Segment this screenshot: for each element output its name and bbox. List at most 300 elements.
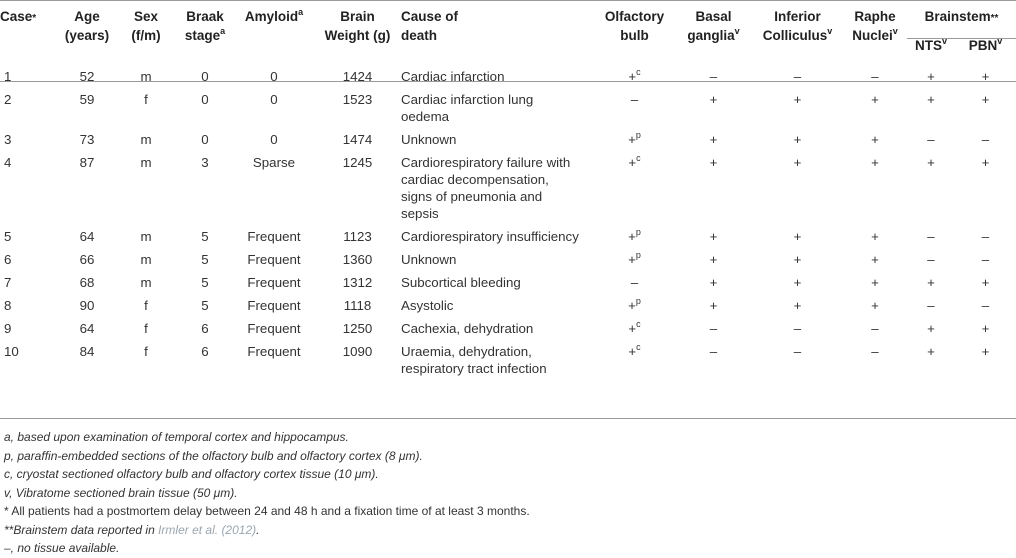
cell-inferior-value: + <box>793 252 802 267</box>
cell-age <box>58 222 116 245</box>
cell-nts <box>907 64 955 85</box>
cell-braak-value: 0 <box>201 92 209 107</box>
cell-raphe <box>843 125 907 148</box>
cell-case-value: 8 <box>4 298 12 313</box>
cell-case-value: 10 <box>4 344 19 359</box>
cell-inferior <box>752 291 843 314</box>
cell-braak <box>176 337 234 377</box>
cell-pbn <box>955 222 1016 245</box>
cause-line: Cardiac infarction lung <box>401 92 534 107</box>
cell-case-value: 3 <box>4 132 12 147</box>
footnotes <box>4 428 530 558</box>
cell-olfactory <box>594 148 675 222</box>
col-header-braak: Braak stage$^a$ <box>184 9 226 43</box>
cause-line: Cardiorespiratory failure with <box>401 155 571 170</box>
col-header-brainstem: Brainstem** <box>924 9 999 24</box>
cell-weight <box>314 268 401 291</box>
cell-raphe <box>843 268 907 291</box>
cell-sex-value: f <box>144 344 148 359</box>
cell-inferior-value: + <box>793 132 802 147</box>
cell-case-value: 2 <box>4 92 12 107</box>
col-header-olfactory: Olfactory bulb <box>604 9 665 43</box>
olfactory-method-mark: c <box>636 319 641 329</box>
cell-olfactory <box>594 125 675 148</box>
cell-basal <box>675 314 752 337</box>
cell-nts-value: + <box>927 321 935 336</box>
footnote-c: c, cryostat sectioned olfactory bulb and olfactory cortex tissue (10 μm). <box>4 467 379 481</box>
cell-cause <box>401 148 594 222</box>
cell-basal-value: – <box>709 69 718 84</box>
cell-pbn <box>955 148 1016 222</box>
cell-braak-value: 0 <box>201 69 209 84</box>
cell-sex-value: m <box>140 132 152 147</box>
cell-raphe <box>843 85 907 125</box>
cell-weight <box>314 291 401 314</box>
cell-braak-value: 5 <box>201 229 209 244</box>
footnote-p: p, paraffin-embedded sections of the olfactory bulb and olfactory cortex (8 μm). <box>4 448 423 463</box>
footnote-double-star: **Brainstem data reported in Irmler et al. (2012). <box>4 522 260 537</box>
cell-sex-value: m <box>140 275 152 290</box>
cause-line: oedema <box>401 109 450 124</box>
cell-inferior <box>752 314 843 337</box>
cell-raphe <box>843 337 907 377</box>
cell-inferior <box>752 64 843 85</box>
cell-nts <box>907 222 955 245</box>
cause-line: Asystolic <box>401 298 454 313</box>
table-row <box>0 125 1016 148</box>
cell-amyloid <box>234 268 314 291</box>
cell-inferior <box>752 245 843 268</box>
table-row <box>0 85 1016 125</box>
col-header-cause: Cause of death <box>401 9 459 43</box>
cell-basal-value: + <box>709 252 718 267</box>
footnote-v: v, Vibratome sectioned brain tissue (50 μm). <box>4 485 238 500</box>
col-header-raphe: Raphe Nuclei$^v$ <box>852 9 898 43</box>
cell-age-value: 64 <box>79 229 95 244</box>
table-row <box>0 64 1016 85</box>
cell-olfactory <box>594 64 675 85</box>
cell-olfactory <box>594 268 675 291</box>
cell-braak-value: 3 <box>201 155 209 170</box>
cell-raphe-value: + <box>871 252 879 267</box>
cell-age <box>58 314 116 337</box>
cell-age-value: 90 <box>79 298 95 313</box>
cell-weight-value: 1424 <box>342 69 373 84</box>
cell-nts <box>907 85 955 125</box>
cell-raphe-value: + <box>871 229 879 244</box>
col-header-brain-weight: Brain Weight (g) <box>324 9 391 43</box>
cell-pbn <box>955 291 1016 314</box>
cell-amyloid-value: Frequent <box>247 252 301 267</box>
cell-amyloid <box>234 314 314 337</box>
cause-line: signs of pneumonia and <box>401 189 543 204</box>
cell-nts <box>907 337 955 377</box>
cell-nts <box>907 125 955 148</box>
cell-sex-value: m <box>140 69 152 84</box>
cell-inferior-value: + <box>793 155 802 170</box>
olfactory-value: + <box>628 298 636 313</box>
cell-nts <box>907 245 955 268</box>
cell-age-value: 73 <box>79 132 95 147</box>
cell-cause <box>401 64 594 85</box>
cell-age-value: 68 <box>79 275 95 290</box>
cell-inferior <box>752 268 843 291</box>
table-row <box>0 314 1016 337</box>
olfactory-method-mark: p <box>635 227 641 237</box>
cell-pbn-value: – <box>981 132 990 147</box>
cell-amyloid <box>234 222 314 245</box>
olfactory-method-mark: p <box>635 296 641 306</box>
cell-case <box>0 291 58 314</box>
cell-case <box>0 337 58 377</box>
cell-braak <box>176 148 234 222</box>
cell-sex <box>116 291 176 314</box>
cell-weight-value: 1090 <box>342 344 373 359</box>
olfactory-method-mark: p <box>635 130 641 140</box>
cell-braak-value: 5 <box>201 275 209 290</box>
cell-pbn <box>955 268 1016 291</box>
cell-amyloid <box>234 245 314 268</box>
cell-weight-value: 1360 <box>342 252 373 267</box>
cell-braak <box>176 85 234 125</box>
cause-line: Cachexia, dehydration <box>401 321 534 336</box>
cell-braak <box>176 125 234 148</box>
cell-age-value: 66 <box>79 252 95 267</box>
cell-basal-value: – <box>709 344 718 359</box>
cell-weight <box>314 314 401 337</box>
cell-olfactory <box>594 222 675 245</box>
cell-basal <box>675 148 752 222</box>
cell-pbn <box>955 245 1016 268</box>
olfactory-value: + <box>628 132 636 147</box>
olfactory-value: + <box>628 344 637 359</box>
col-header-sex: Sex (f/m) <box>131 9 161 43</box>
footnote-star: * All patients had a postmortem delay between 24 and 48 h and a fixation time of at least 3 months. <box>4 504 530 518</box>
cell-age <box>58 291 116 314</box>
cell-nts <box>907 268 955 291</box>
cause-line: cardiac decompensation, <box>401 172 549 187</box>
cell-nts-value: + <box>927 92 935 107</box>
cell-case-value: 6 <box>4 252 12 267</box>
cell-olfactory <box>594 314 675 337</box>
olfactory-value: + <box>628 252 636 267</box>
cell-sex-value: m <box>140 252 152 267</box>
cell-basal <box>675 222 752 245</box>
cell-sex <box>116 64 176 85</box>
cell-pbn <box>955 337 1016 377</box>
cell-nts-value: + <box>927 275 935 290</box>
cell-nts <box>907 148 955 222</box>
cause-line: Unknown <box>401 132 457 147</box>
cell-basal <box>675 337 752 377</box>
cell-nts-value: – <box>927 252 935 267</box>
cell-olfactory <box>594 85 675 125</box>
cell-braak-value: 5 <box>201 252 209 267</box>
col-header-inferior: Inferior Colliculus$^v$ <box>762 9 833 43</box>
cell-sex-value: m <box>140 155 152 170</box>
cell-pbn-value: + <box>981 344 990 359</box>
cell-pbn <box>955 85 1016 125</box>
cell-raphe <box>843 64 907 85</box>
cell-amyloid <box>234 125 314 148</box>
cell-sex <box>116 125 176 148</box>
table-row <box>0 291 1016 314</box>
cell-pbn-value: + <box>981 321 990 336</box>
cell-raphe <box>843 245 907 268</box>
cell-age <box>58 85 116 125</box>
cell-raphe <box>843 314 907 337</box>
cause-line: Uraemia, dehydration, <box>401 344 532 359</box>
cell-basal-value: + <box>709 229 718 244</box>
cell-cause <box>401 268 594 291</box>
table-row <box>0 268 1016 291</box>
cell-case-value: 9 <box>4 321 12 336</box>
cause-line: sepsis <box>401 206 439 221</box>
cell-braak-value: 6 <box>201 321 209 336</box>
cell-braak <box>176 64 234 85</box>
cell-amyloid <box>234 148 314 222</box>
cell-case <box>0 268 58 291</box>
cell-weight-value: 1474 <box>342 132 373 147</box>
cause-line: Subcortical bleeding <box>401 275 521 290</box>
cell-weight <box>314 85 401 125</box>
olfactory-value: – <box>630 92 639 107</box>
cell-raphe-value: – <box>871 321 879 336</box>
cell-amyloid <box>234 85 314 125</box>
cell-braak <box>176 222 234 245</box>
cell-amyloid-value: Sparse <box>252 155 296 170</box>
cell-weight <box>314 125 401 148</box>
cell-pbn-value: – <box>981 252 990 267</box>
cell-weight-value: 1312 <box>342 275 373 290</box>
cell-age <box>58 337 116 377</box>
cell-age-value: 87 <box>79 155 95 170</box>
cell-amyloid-value: Frequent <box>247 298 301 313</box>
cell-olfactory <box>594 291 675 314</box>
cell-basal <box>675 64 752 85</box>
cell-age <box>58 245 116 268</box>
cell-basal <box>675 268 752 291</box>
cell-raphe-value: + <box>871 92 879 107</box>
table-row <box>0 337 1016 377</box>
cell-basal <box>675 245 752 268</box>
cell-raphe <box>843 291 907 314</box>
cell-weight-value: 1245 <box>342 155 373 170</box>
cell-inferior <box>752 125 843 148</box>
cell-weight <box>314 148 401 222</box>
cell-sex <box>116 337 176 377</box>
cell-raphe-value: + <box>871 275 879 290</box>
cell-amyloid-value: Frequent <box>247 275 301 290</box>
cell-case-value: 4 <box>4 155 12 170</box>
cell-inferior-value: + <box>793 298 802 313</box>
cell-cause <box>401 291 594 314</box>
cell-olfactory <box>594 245 675 268</box>
cell-pbn-value: + <box>981 69 990 84</box>
cell-nts-value: – <box>927 229 935 244</box>
cell-case <box>0 245 58 268</box>
cell-sex-value: f <box>144 298 148 313</box>
olfactory-value: + <box>628 229 636 244</box>
cell-age <box>58 268 116 291</box>
cell-raphe <box>843 148 907 222</box>
col-header-age: Age (years) <box>64 9 110 43</box>
table-row <box>0 222 1016 245</box>
table-row <box>0 245 1016 268</box>
reference-link[interactable]: Irmler et al. (2012) <box>158 522 257 537</box>
cell-cause <box>401 337 594 377</box>
cell-weight-value: 1523 <box>342 92 373 107</box>
cell-sex <box>116 268 176 291</box>
cell-pbn <box>955 314 1016 337</box>
cell-amyloid-value: 0 <box>270 92 278 107</box>
cell-cause <box>401 222 594 245</box>
cell-pbn-value: + <box>981 92 990 107</box>
cell-inferior-value: + <box>793 275 802 290</box>
cell-braak <box>176 314 234 337</box>
table-row <box>0 148 1016 222</box>
olfactory-value: + <box>628 321 637 336</box>
cell-cause <box>401 85 594 125</box>
cell-nts-value: – <box>927 132 935 147</box>
cell-case-value: 1 <box>4 69 12 84</box>
cell-raphe-value: – <box>871 344 879 359</box>
cell-case <box>0 64 58 85</box>
cell-cause <box>401 245 594 268</box>
cell-age-value: 64 <box>79 321 95 336</box>
cell-pbn <box>955 64 1016 85</box>
cell-pbn-value: + <box>981 155 990 170</box>
cell-pbn-value: – <box>981 298 990 313</box>
cell-raphe <box>843 222 907 245</box>
cell-raphe-value: + <box>871 155 879 170</box>
cell-amyloid <box>234 64 314 85</box>
cause-line: Cardiorespiratory insufficiency <box>401 229 579 244</box>
cell-case <box>0 222 58 245</box>
cell-braak <box>176 268 234 291</box>
cell-age-value: 84 <box>79 344 95 359</box>
cell-basal <box>675 125 752 148</box>
col-header-case: Case* <box>0 9 37 24</box>
cell-nts-value: + <box>927 69 935 84</box>
olfactory-value: + <box>628 69 637 84</box>
olfactory-value: + <box>628 155 637 170</box>
cell-sex <box>116 85 176 125</box>
cell-nts <box>907 314 955 337</box>
cell-inferior-value: + <box>793 92 802 107</box>
cell-basal-value: + <box>709 132 718 147</box>
cause-line: respiratory tract infection <box>401 361 547 376</box>
cell-pbn-value: + <box>981 275 990 290</box>
cell-nts-value: + <box>927 344 935 359</box>
cell-amyloid-value: 0 <box>270 69 278 84</box>
cell-weight <box>314 337 401 377</box>
cell-braak-value: 5 <box>201 298 209 313</box>
cell-sex-value: f <box>144 92 148 107</box>
olfactory-value: – <box>630 275 639 290</box>
cell-sex <box>116 314 176 337</box>
footnote-a: a, based upon examination of temporal cortex and hippocampus. <box>4 430 349 444</box>
table-bottom-rule <box>0 418 1016 419</box>
cell-braak-value: 6 <box>201 344 209 359</box>
cell-amyloid-value: Frequent <box>247 344 301 359</box>
cell-inferior-value: – <box>793 321 802 336</box>
cell-age <box>58 125 116 148</box>
col-header-basal: Basal ganglia$^v$ <box>687 9 740 43</box>
cell-sex <box>116 148 176 222</box>
cell-sex-value: m <box>140 229 152 244</box>
olfactory-method-mark: c <box>636 67 641 77</box>
olfactory-method-mark: p <box>635 250 641 260</box>
col-header-pbn: PBN$^v$ <box>968 36 1003 53</box>
cell-braak <box>176 245 234 268</box>
cell-braak <box>176 291 234 314</box>
cell-inferior <box>752 85 843 125</box>
cell-basal <box>675 85 752 125</box>
cell-case-value: 7 <box>4 275 12 290</box>
cell-weight <box>314 222 401 245</box>
cell-cause <box>401 314 594 337</box>
cell-weight-value: 1118 <box>343 298 372 313</box>
cell-basal <box>675 291 752 314</box>
cell-basal-value: + <box>709 92 718 107</box>
cell-amyloid-value: Frequent <box>247 321 301 336</box>
cell-amyloid-value: Frequent <box>247 229 301 244</box>
cell-pbn <box>955 125 1016 148</box>
cell-inferior <box>752 222 843 245</box>
cell-raphe-value: + <box>871 132 879 147</box>
cell-weight-value: 1123 <box>343 229 372 244</box>
cell-inferior-value: – <box>793 69 802 84</box>
cell-case <box>0 125 58 148</box>
cell-amyloid <box>234 291 314 314</box>
col-header-nts: NTS$^v$ <box>914 36 947 53</box>
cell-raphe-value: – <box>871 69 879 84</box>
cell-nts-value: – <box>927 298 935 313</box>
footnote-dash: –, no tissue available. <box>4 541 120 555</box>
cell-age-value: 59 <box>79 92 95 107</box>
cell-basal-value: + <box>709 155 718 170</box>
cell-raphe-value: + <box>871 298 879 313</box>
cell-age <box>58 148 116 222</box>
table-body <box>0 64 1016 377</box>
cell-weight-value: 1250 <box>342 321 373 336</box>
cause-line: Unknown <box>401 252 457 267</box>
olfactory-method-mark: c <box>636 342 641 352</box>
cell-amyloid-value: 0 <box>270 132 278 147</box>
cell-case <box>0 85 58 125</box>
cell-case <box>0 148 58 222</box>
cell-cause <box>401 125 594 148</box>
cell-sex <box>116 222 176 245</box>
cell-weight <box>314 245 401 268</box>
cell-case <box>0 314 58 337</box>
cell-nts-value: + <box>927 155 935 170</box>
col-header-amyloid: Amyloid$^a$ <box>244 7 304 24</box>
cell-inferior <box>752 337 843 377</box>
olfactory-method-mark: c <box>636 153 641 163</box>
cell-amyloid <box>234 337 314 377</box>
cause-line: Cardiac infarction <box>401 69 505 84</box>
cell-age-value: 52 <box>79 69 95 84</box>
cell-weight <box>314 64 401 85</box>
cell-inferior-value: – <box>793 344 802 359</box>
cell-braak-value: 0 <box>201 132 209 147</box>
cell-pbn-value: – <box>981 229 990 244</box>
cell-basal-value: – <box>709 321 718 336</box>
cell-sex <box>116 245 176 268</box>
cell-age <box>58 64 116 85</box>
